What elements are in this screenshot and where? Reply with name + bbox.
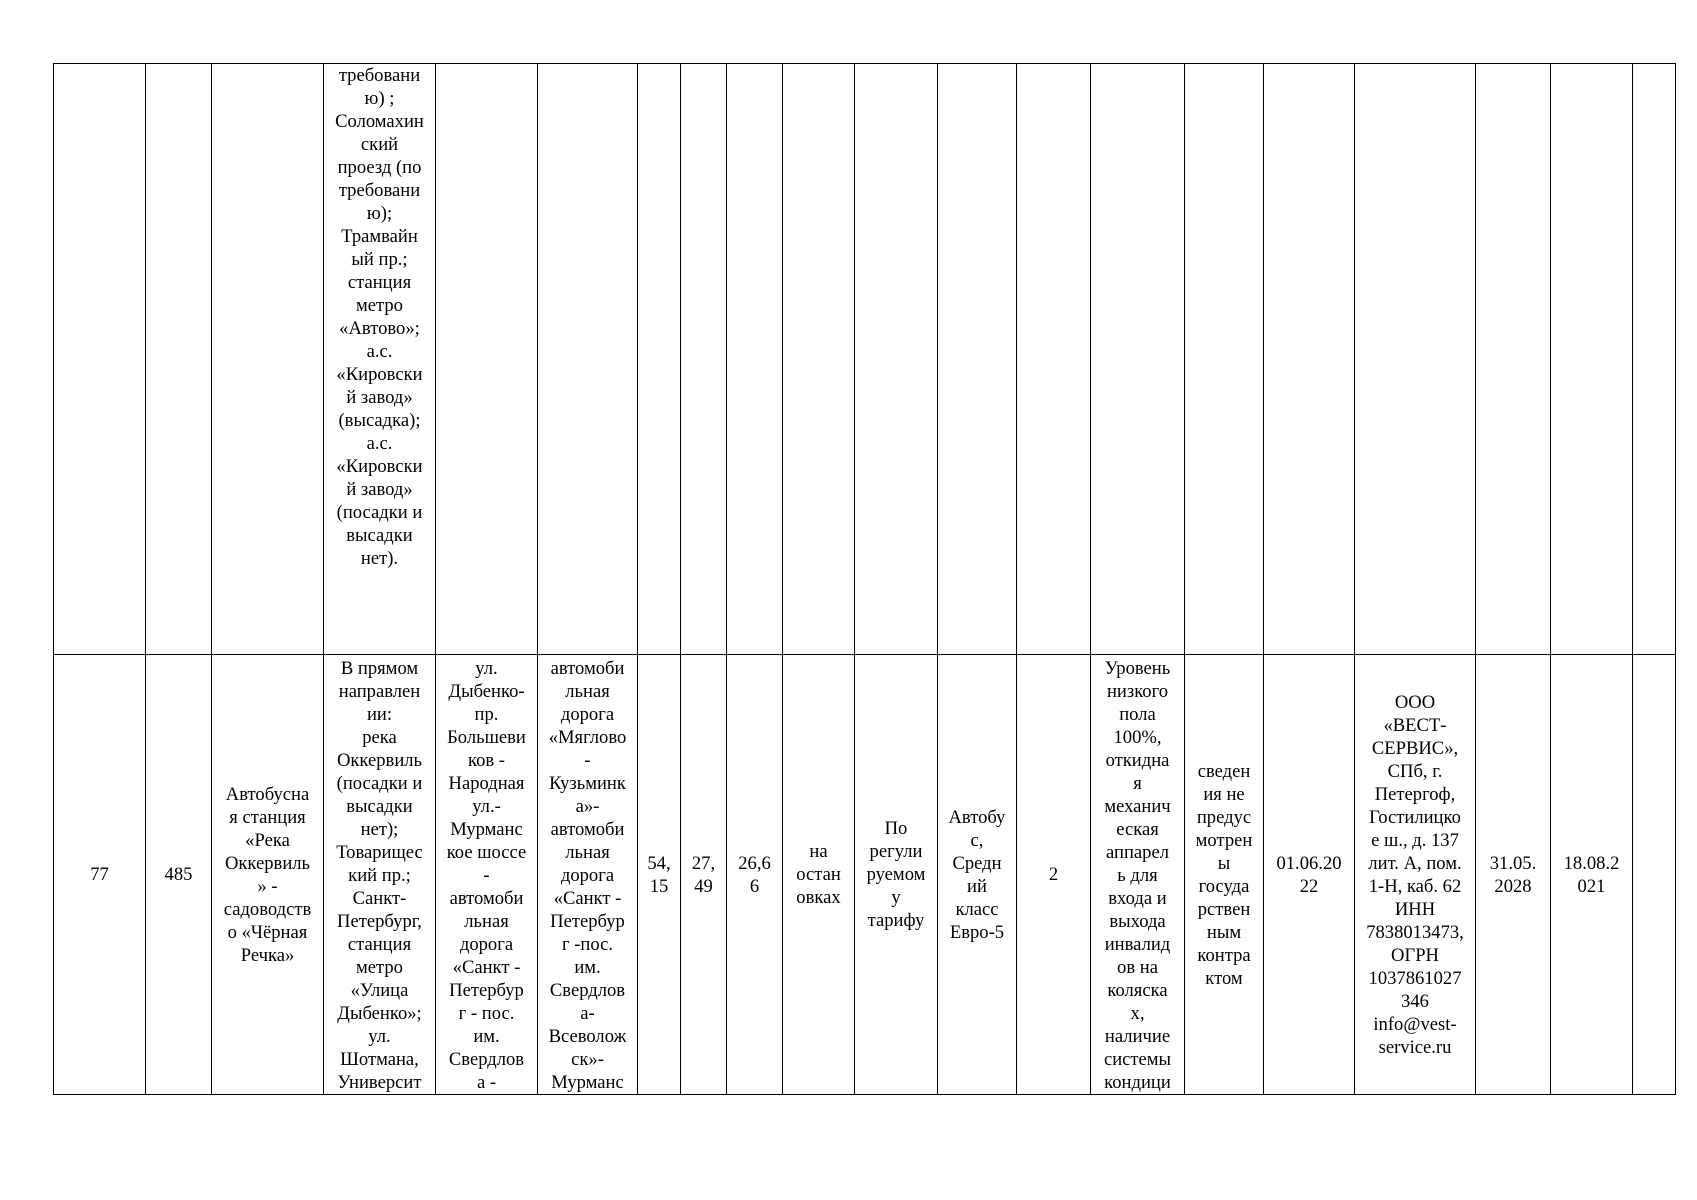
cell-length-forward [681,64,727,655]
table-row [54,655,1676,1095]
cell-contract [1185,64,1264,655]
cell-length-forward: 27, 49 [681,655,727,1095]
cell-length-back [727,64,783,655]
cell-start-date [1264,64,1355,655]
cell-registration-date: 18.08.2 021 [1551,655,1633,1095]
cell-length-total [638,64,681,655]
cell-contract: сведен ия не предус мотрен ы госуда рствен ным контра ктом [1185,655,1264,1095]
cell-registration-date [1551,64,1633,655]
cell-tariff: По регули руемом у тарифу [855,655,938,1095]
cell-route-name: Автобусна я станция «Река Оккервиль » - садоводств о «Чёрная Речка» [212,655,324,1095]
cell-streets: ул. Дыбенко- пр. Большеви ков - Народная ул.- Мурманс кое шоссе - автомоби льная дорога «Санкт - Петербур г - пос. им. Свердлов а - [436,655,538,1095]
cell-roads [538,64,638,655]
cell-extra [1633,655,1676,1095]
cell-vehicle: Автобу с, Средн ий класс Евро-5 [938,655,1017,1095]
cell-quantity: 2 [1017,655,1091,1095]
cell-carrier: ООО «ВЕСТ- СЕРВИС», СПб, г. Петергоф, Гостилицко е ш., д. 137 лит. А, пом. 1-Н, каб. 62 ИНН 7838013473, ОГРН 1037861027 346 info@vest- service.ru [1355,655,1476,1095]
cell-vehicle [938,64,1017,655]
cell-roads: автомоби льная дорога «Мяглово - Кузьминк а»- автомоби льная дорога «Санкт - Петербур г -пос. им. Свердлов а- Всеволож ск»- Мурманс [538,655,638,1095]
cell-stops: В прямом направлен ии: река Оккервиль (посадки и высадки нет); Товарищес кий пр.; Санкт- Петербург, станция метро «Улица Дыбенко»; ул. Шотмана, Университ [324,655,436,1095]
cell-streets [436,64,538,655]
cell-number: 77 [54,655,146,1095]
cell-length-back: 26,6 6 [727,655,783,1095]
cell-extra [1633,64,1676,655]
table-row [54,64,1676,655]
cell-start-date: 01.06.20 22 [1264,655,1355,1095]
cell-end-date [1476,64,1551,655]
cell-quantity [1017,64,1091,655]
cell-characteristics: Уровень низкого пола 100%, откидна я механич еская аппарел ь для входа и выхода инвалид ов на коляска х, наличие системы кондици [1091,655,1185,1095]
route-registry-table [53,63,1676,1095]
cell-route-number: 485 [146,655,212,1095]
cell-end-date: 31.05. 2028 [1476,655,1551,1095]
cell-boarding [783,64,855,655]
cell-route-name [212,64,324,655]
cell-stops: требовани ю) ; Соломахин ский проезд (по требовани ю); Трамвайн ый пр.; станция метро «Автово»; а.с. «Кировски й завод» (высадка); а.с. «Кировски й завод» (посадки и высадки нет). [324,64,436,655]
cell-number [54,64,146,655]
cell-length-total: 54, 15 [638,655,681,1095]
cell-boarding: на остан овках [783,655,855,1095]
cell-carrier [1355,64,1476,655]
cell-characteristics [1091,64,1185,655]
cell-route-number [146,64,212,655]
cell-tariff [855,64,938,655]
